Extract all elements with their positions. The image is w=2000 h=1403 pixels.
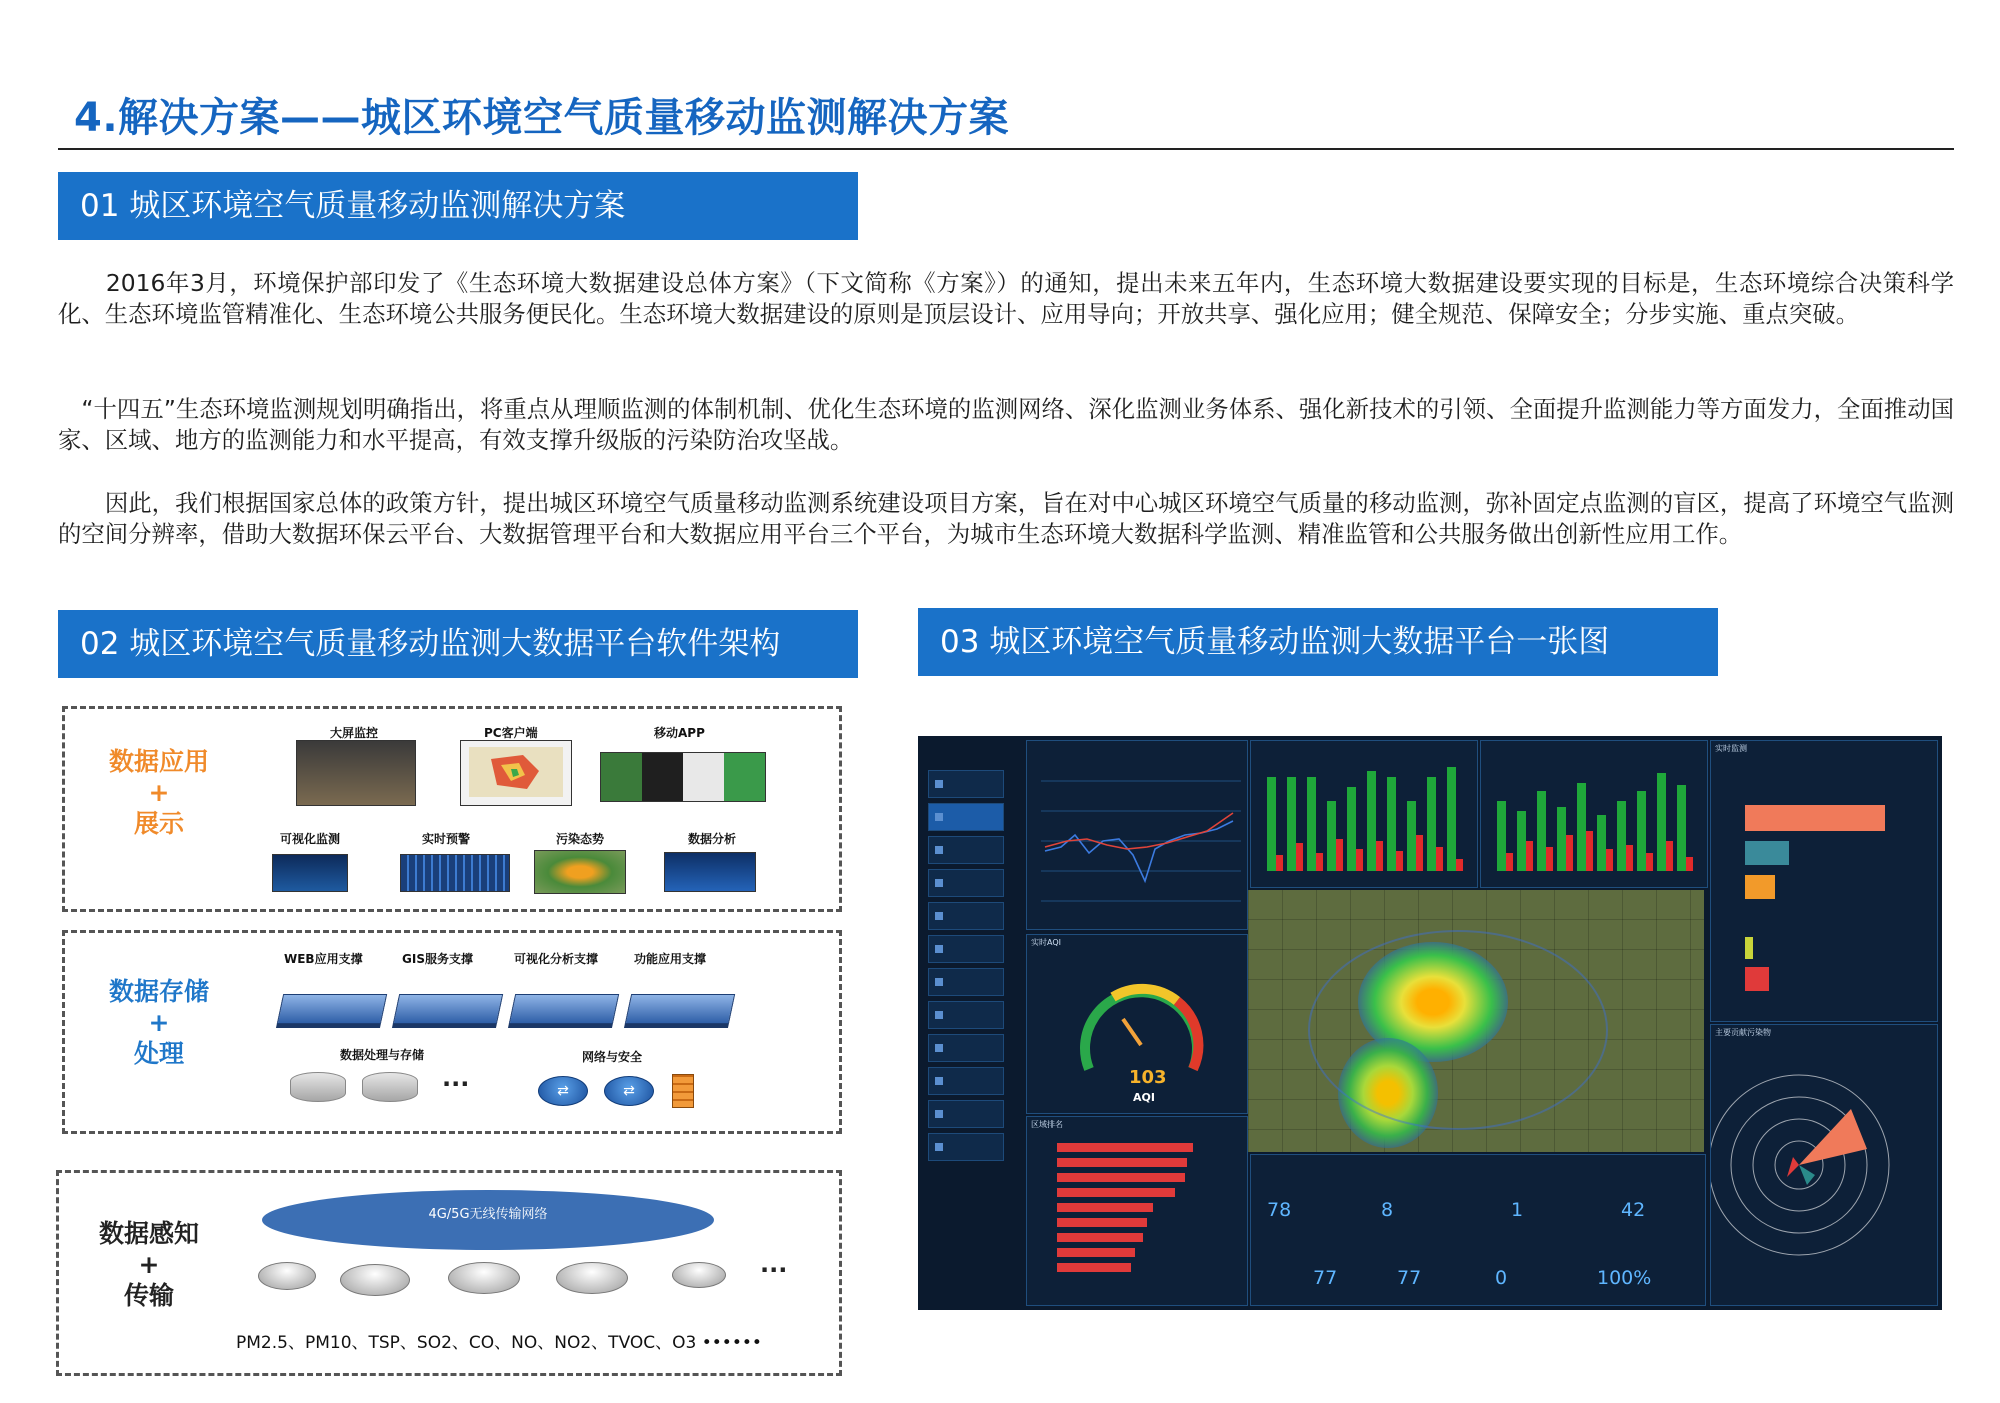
ranking-bar (1057, 1203, 1153, 1212)
section-banner-overview: 01 城区环境空气质量移动监测解决方案 (58, 172, 858, 240)
chart-bar (1517, 811, 1526, 871)
wireless-network-cloud: 4G/5G无线传输网络 (262, 1190, 714, 1250)
stat-value: 100% (1597, 1267, 1652, 1289)
chart-bar (1586, 831, 1593, 871)
chart-bar (1407, 801, 1416, 871)
ranking-bar (1057, 1173, 1185, 1182)
chart-bar (1316, 853, 1323, 871)
feature-label-pollution: 污染态势 (556, 832, 605, 846)
sensing-layer-title: 数据感知 + 传输 (98, 1219, 199, 1310)
pc-client-image (460, 740, 572, 806)
chart-bar (1637, 791, 1646, 871)
monitor-route (1308, 930, 1608, 1130)
district-bar-chart-right (1481, 741, 1709, 889)
network-security-label: 网络与安全 (582, 1050, 643, 1064)
stat-value: 77 (1313, 1267, 1338, 1289)
section-banner-architecture: 02 城区环境空气质量移动监测大数据平台软件架构 (58, 610, 858, 678)
chart-bar (1666, 841, 1673, 871)
client-label-mobile: 移动APP (654, 726, 705, 740)
chart-bar (1396, 851, 1403, 871)
stat-value: 42 (1621, 1199, 1646, 1221)
support-label-visual: 可视化分析支撑 (514, 952, 599, 966)
mobile-app-image (600, 752, 766, 802)
storage-disk-icon (290, 1072, 346, 1102)
dashboard-nav-item (928, 1001, 1004, 1029)
dashboard-nav-item (928, 770, 1004, 798)
server-icon (277, 994, 387, 1024)
ranking-bar (1057, 1143, 1193, 1152)
chart-bar (1336, 839, 1343, 871)
feature-label-visual: 可视化监测 (280, 832, 341, 846)
sensor-device-icon (258, 1262, 316, 1290)
title-divider (58, 148, 1954, 150)
chart-bar (1287, 777, 1296, 871)
page-title: 4.解决方案——城区环境空气质量移动监测解决方案 (74, 95, 1010, 141)
dashboard-nav-item (928, 1133, 1004, 1161)
storage-disk-icon (362, 1072, 418, 1102)
support-label-gis: GIS服务支撑 (402, 952, 473, 966)
paragraph-plan: “十四五”生态环境监测规划明确指出，将重点从理顺监测的体制机制、优化生态环境的监测网络、深化监测业务体系、强化新技术的引领、全面提升监测能力等方面发力，全面推动国家、区域、地方的监测能力和水平提高，有效支撑升级版的污染防治攻坚战。 (58, 395, 1954, 454)
district-bar-chart-left (1251, 741, 1479, 889)
alert-thumb (400, 854, 510, 892)
chart-bar (1506, 853, 1513, 871)
dashboard-nav-item (928, 935, 1004, 963)
support-label-web: WEB应用支撑 (284, 952, 363, 966)
chart-bar (1276, 855, 1283, 871)
visual-monitor-thumb (272, 854, 348, 892)
chart-bar (1606, 849, 1613, 871)
gauge-value: 103 (1129, 1067, 1167, 1088)
chart-bar (1327, 801, 1336, 871)
chart-bar (1557, 807, 1566, 871)
dashboard-nav-item (928, 1067, 1004, 1095)
dashboard-nav-item (928, 902, 1004, 930)
chart-bar (1597, 815, 1606, 871)
processing-label: 数据处理与存储 (340, 1048, 425, 1062)
ranking-bar (1057, 1233, 1143, 1242)
stat-value: 78 (1267, 1199, 1292, 1221)
radar-panel-title: 主要贡献污染物 (1715, 1028, 1771, 1037)
chart-bar (1436, 847, 1443, 871)
chart-bar (1646, 853, 1653, 871)
ranking-bar (1057, 1158, 1187, 1167)
app-layer-title: 数据应用 + 展示 (108, 747, 209, 838)
feature-label-analysis: 数据分析 (688, 832, 737, 846)
dashboard-nav-item (928, 1100, 1004, 1128)
server-icon (393, 994, 503, 1024)
district-ranking-chart (1027, 1117, 1249, 1307)
bar-chart-panel-left (1250, 740, 1478, 888)
chart-bar (1447, 767, 1456, 871)
trend-chart-panel (1026, 740, 1248, 930)
server-icon (625, 994, 735, 1024)
pollution-heat-map (1248, 890, 1704, 1152)
analysis-thumb (664, 852, 756, 892)
chart-bar (1566, 835, 1573, 871)
pollution-map-thumb (534, 850, 626, 894)
aqi-trend-line-chart (1027, 741, 1249, 931)
storage-ellipsis: ··· (442, 1070, 470, 1098)
paragraph-proposal: 因此，我们根据国家总体的政策方针，提出城区环境空气质量移动监测系统建设项目方案，旨在对中心城区环境空气质量的移动监测，弥补固定点监测的盲区，提高了环境空气监测的空间分辨率，借助大数据环保云平台、大数据管理平台和大数据应用平台三个平台，为城市生态环境大数据科学监测、精准监管和公共服务做出创新性应用工作。 (58, 489, 1954, 548)
chart-bar (1677, 785, 1686, 871)
chart-bar (1387, 777, 1396, 871)
dashboard-sidebar (928, 770, 1004, 1166)
realtime-panel-title: 实时监测 (1715, 744, 1747, 753)
chart-bar (1356, 849, 1363, 871)
dashboard-nav-item (928, 968, 1004, 996)
client-label-screen: 大屏监控 (330, 726, 379, 740)
chart-bar (1427, 777, 1436, 871)
chart-bar (1497, 801, 1506, 871)
gauge-unit: AQI (1133, 1091, 1155, 1104)
sensor-device-icon (340, 1264, 410, 1296)
sensor-device-icon (556, 1262, 628, 1294)
stat-value: 8 (1381, 1199, 1394, 1221)
ranking-bar (1057, 1263, 1131, 1272)
feature-label-alert: 实时预警 (422, 832, 471, 846)
chart-bar (1347, 787, 1356, 871)
chart-bar (1416, 835, 1423, 871)
realtime-panel (1710, 740, 1938, 1022)
dashboard-nav-item (928, 869, 1004, 897)
ranking-panel (1026, 1116, 1248, 1306)
ranking-panel-title: 区域排名 (1031, 1120, 1063, 1129)
paragraph-background: 2016年3月，环境保护部印发了《生态环境大数据建设总体方案》（下文简称《方案》）的通知，提出未来五年内，生态环境大数据建设要实现的目标是，生态环境综合决策科学化、生态环境监管精准化、生态环境公共服务便民化。生态环境大数据建设的原则是顶层设计、应用导向；开放共享、强化应用；健全规范、保障安全；分步实施、重点突破。 (58, 269, 1954, 328)
support-label-function: 功能应用支撑 (634, 952, 707, 966)
sensor-device-icon (672, 1262, 726, 1288)
ranking-bar (1057, 1248, 1135, 1257)
chart-bar (1577, 783, 1586, 871)
chart-bar (1367, 771, 1376, 871)
storage-layer-title: 数据存储 + 处理 (108, 977, 209, 1068)
stat-value: 0 (1495, 1267, 1508, 1289)
dashboard-nav-item (928, 803, 1004, 831)
pollutant-hbar-chart (1711, 741, 1939, 1023)
ranking-bar (1057, 1218, 1147, 1227)
gauge-panel-title: 实时AQI (1031, 938, 1061, 947)
chart-bar (1686, 857, 1693, 871)
chart-bar (1456, 859, 1463, 871)
control-room-image (296, 740, 416, 806)
chart-bar (1546, 847, 1553, 871)
chart-bar (1657, 773, 1666, 871)
client-label-pc: PC客户端 (484, 726, 538, 740)
sensing-ellipsis: ··· (760, 1256, 788, 1284)
aqi-gauge (1027, 935, 1249, 1115)
router-icon: ⇄ (604, 1076, 654, 1106)
section-banner-dashboard: 03 城区环境空气质量移动监测大数据平台一张图 (918, 608, 1718, 676)
bar-chart-panel-right (1480, 740, 1708, 888)
stats-panel (1250, 1154, 1706, 1306)
chart-bar (1307, 777, 1316, 871)
chart-bar (1267, 777, 1276, 871)
pollutant-radar-chart (1711, 1025, 1939, 1307)
server-icon (509, 994, 619, 1024)
chart-bar (1626, 845, 1633, 871)
pc-map-icon (461, 741, 571, 805)
dashboard-nav-item (928, 1034, 1004, 1062)
pollutant-list: PM2.5、PM10、TSP、SO2、CO、NO、NO2、TVOC、O3 •••••• (236, 1333, 762, 1353)
firewall-icon (672, 1074, 694, 1108)
sensor-device-icon (448, 1262, 520, 1294)
router-icon: ⇄ (538, 1076, 588, 1106)
stat-value: 77 (1397, 1267, 1422, 1289)
chart-bar (1526, 841, 1533, 871)
bigdata-dashboard-screenshot (918, 736, 1942, 1310)
ranking-bar (1057, 1188, 1175, 1197)
radar-panel (1710, 1024, 1938, 1306)
dashboard-nav-item (928, 836, 1004, 864)
gauge-panel (1026, 934, 1248, 1114)
chart-bar (1537, 791, 1546, 871)
stat-value: 1 (1511, 1199, 1524, 1221)
chart-bar (1617, 801, 1626, 871)
chart-bar (1376, 841, 1383, 871)
chart-bar (1296, 843, 1303, 871)
